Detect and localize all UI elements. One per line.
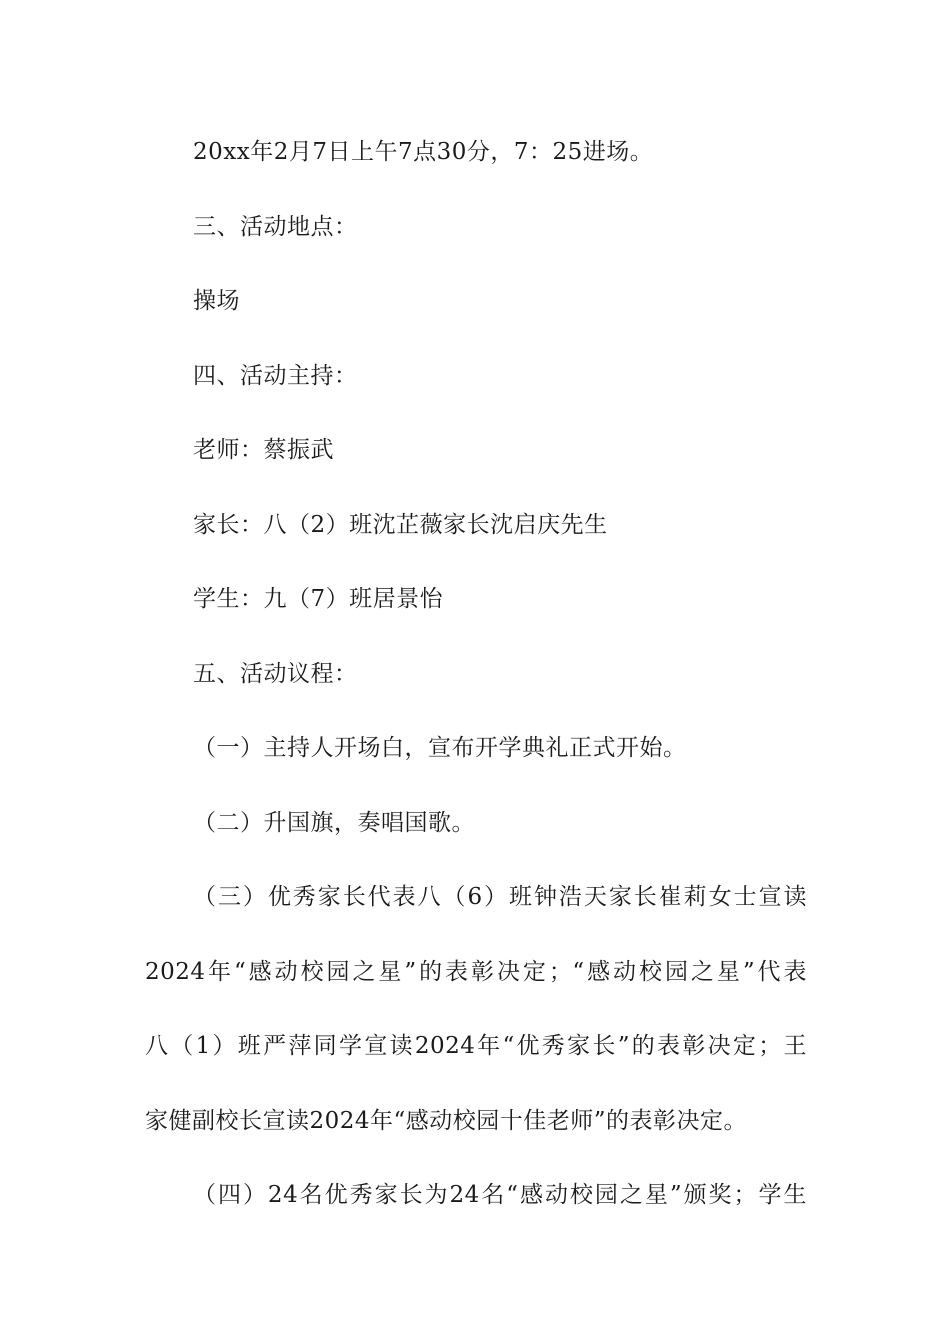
agenda-item-2: （二）升国旗，奏唱国歌。 [193,810,475,836]
agenda-item-3-line-4: 家健副校长宣读2024年“感动校园十佳老师”的表彰决定。 [145,1108,748,1134]
agenda-item-4-line-1: （四）24名优秀家长为24名“感动校园之星”颁奖；学生 [193,1182,807,1208]
section-heading-agenda: 五、活动议程： [193,661,358,687]
location-text: 操场 [193,288,240,314]
section-heading-location: 三、活动地点： [193,214,358,240]
agenda-item-3-line-1: （三）优秀家长代表八（6）班钟浩天家长崔莉女士宣读 [193,884,807,910]
host-parent-line: 家长：八（2）班沈芷薇家长沈启庆先生 [193,512,608,538]
schedule-time-line: 20xx年2月7日上午7点30分，7：25进场。 [193,139,654,165]
host-teacher-line: 老师：蔡振武 [193,437,334,463]
agenda-item-3-line-3: 八（1）班严萍同学宣读2024年“优秀家长”的表彰决定；王 [145,1033,807,1059]
agenda-item-3-line-2: 2024年“感动校园之星”的表彰决定；“感动校园之星”代表 [145,959,807,985]
host-student-line: 学生：九（7）班居景怡 [193,586,444,612]
agenda-item-1: （一）主持人开场白，宣布开学典礼正式开始。 [193,735,687,761]
section-heading-host: 四、活动主持： [193,363,358,389]
